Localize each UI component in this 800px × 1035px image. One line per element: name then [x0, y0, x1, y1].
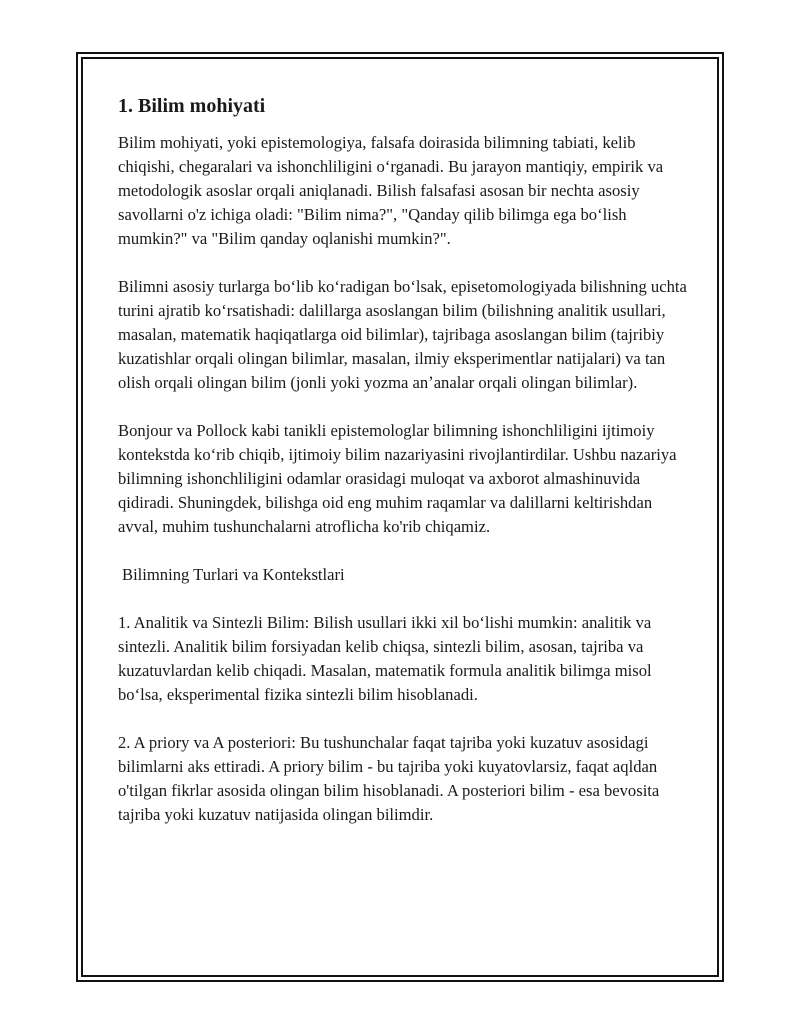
paragraph-knowledge-types: Bilimni asosiy turlarga boʻlib koʻradigan boʻlsak, episetomologiyada bilishning uchta turini ajratib koʻrsatishadi: dalillarga asoslangan bilim (bilishning analitik usullari, masalan, matematik haqiqatlarga oid bilimlar), tajribaga asoslangan bilim (tajribiy kuzatishlar orqali olingan bilimlar, masalan, ilmiy eksperimentlar natijalari) va tan olish orqali olingan bilim (jonli yoki yozma anʼanalar orqali olingan bilimlar).: [118, 277, 687, 392]
section-title: 1. Bilim mohiyati: [118, 95, 266, 117]
paragraph-social-epistemology: Bonjour va Pollock kabi tanikli epistemologlar bilimning ishonchliligini ijtimoiy kontekstda koʻrib chiqib, ijtimoiy bilim nazariyasini rivojlantirdilar. Ushbu nazariya bilimning ishonchliligini odamlar orasidagi muloqat va axborot almashinuvida qidiradi. Shuningdek, bilishga oid eng muhim raqamlar va dalillarni keltirishdan avval, muhim tushunchalarni atroflicha ko'rib chiqamiz.: [118, 421, 677, 536]
document-body: [118, 92, 693, 851]
paragraph-a-priori-a-posteriori: 2. A priory va A posteriori: Bu tushunchalar faqat tajriba yoki kuzatuv asosidagi bilimlarni aks ettiradi. A priory bilim - bu tajriba yoki kuyatovlarsiz, faqat aqldan o'tilgan fikrlar asosida olingan bilim hisoblanadi. A posteriori bilim - esa bevosita tajriba yoki kuzatuv natijasida olingan bilimdir.: [118, 733, 660, 824]
paragraph-analytic-synthetic: 1. Analitik va Sintezli Bilim: Bilish usullari ikki xil boʻlishi mumkin: analitik va sintezli. Analitik bilim forsiyadan kelib chiqsa, sintezli bilim, asosan, tajriba va kuzatuvlardan kelib chiqadi. Masalan, matematik formula analitik bilimga misol boʻlsa, eksperimental fizika sintezli bilim hisoblanadi.: [118, 613, 652, 704]
paragraph-intro: Bilim mohiyati, yoki epistemologiya, falsafa doirasida bilimning tabiati, kelib chiqishi, chegaralari va ishonchliligini oʻrganadi. Bu jarayon mantiqiy, empirik va metodologik asoslar orqali aniqlanadi. Bilish falsafasi asosan bir nechta asosiy savollarni o'z ichiga oladi: "Bilim nima?", "Qanday qilib bilimga ega boʻlish mumkin?" va "Bilim qanday oqlanishi mumkin?".: [118, 133, 664, 248]
subheading: Bilimning Turlari va Kontekstlari: [122, 565, 345, 584]
